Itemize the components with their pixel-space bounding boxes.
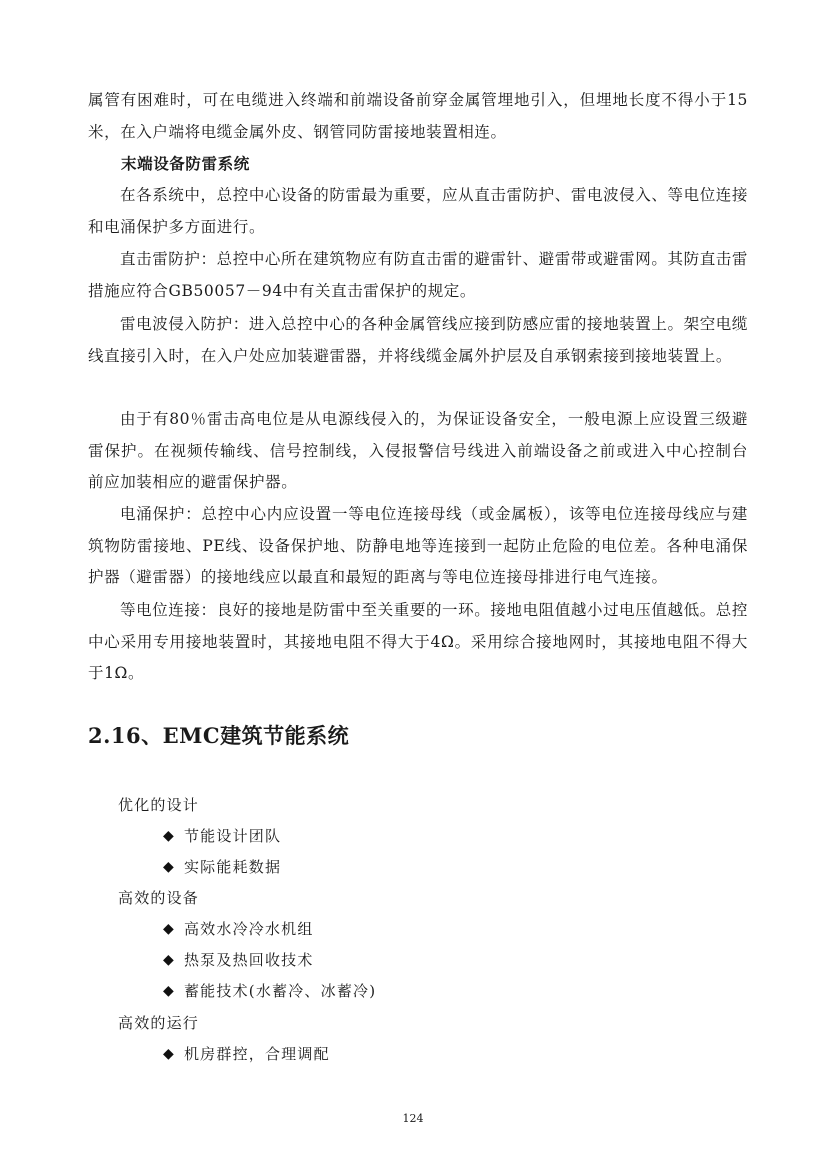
list-item	[163, 949, 314, 970]
list-item-label: 节能设计团队	[183, 827, 282, 845]
diamond-bullet-icon: ◆	[163, 951, 175, 968]
list-item-label: 蓄能技术(水蓄冷、冰蓄冷)	[183, 982, 377, 1000]
paragraph-power-protection: 由于有80％雷击高电位是从电源线侵入的，为保证设备安全，一般电源上应设置三级避雷保护。在视频传输线、信号控制线，入侵报警信号线进入前端设备之前或进入中心控制台前应加装相应的避雷保护器。	[88, 410, 748, 491]
diamond-bullet-icon: ◆	[163, 982, 175, 999]
list-item	[163, 980, 376, 1001]
paragraph-equipotential: 等电位连接：良好的接地是防雷中至关重要的一环。接地电阻值越小过电压值越低。总控中心采用专用接地装置时，其接地电阻不得大于4Ω。采用综合接地网时，其接地电阻不得大于1Ω。	[88, 601, 748, 682]
group-label-design: 优化的设计	[118, 796, 200, 814]
diamond-bullet-icon: ◆	[163, 1045, 175, 1062]
list-item-label: 实际能耗数据	[183, 858, 282, 876]
section-heading: 2.16、EMC建筑节能系统	[88, 723, 350, 748]
list-item-label: 高效水冷冷水机组	[183, 920, 314, 938]
list-item-label: 机房群控，合理调配	[183, 1045, 330, 1063]
paragraph-direct-strike: 直击雷防护：总控中心所在建筑物应有防直击雷的避雷针、避雷带或避雷网。其防直击雷措施应符合GB50057－94中有关直击雷保护的规定。	[88, 250, 748, 300]
diamond-bullet-icon: ◆	[163, 827, 175, 844]
list-item	[163, 1043, 330, 1064]
list-item	[163, 918, 314, 939]
group-label-operation: 高效的运行	[118, 1014, 200, 1032]
diamond-bullet-icon: ◆	[163, 858, 175, 875]
group-label-equipment: 高效的设备	[118, 889, 200, 907]
subheading-terminal-lightning: 末端设备防雷系统	[121, 154, 250, 173]
list-item-label: 热泵及热回收技术	[183, 951, 314, 969]
paragraph-overview: 在各系统中，总控中心设备的防雷最为重要，应从直击雷防护、雷电波侵入、等电位连接和电涌保护多方面进行。	[88, 186, 748, 236]
paragraph-surge-protection: 电涌保护：总控中心内应设置一等电位连接母线（或金属板），该等电位连接母线应与建筑物防雷接地、PE线、设备保护地、防静电地等连接到一起防止危险的电位差。各种电涌保护器（避雷器）的接地线应以最直和最短的距离与等电位连接母排进行电气连接。	[88, 505, 748, 586]
paragraph-cable-entry: 属管有困难时，可在电缆进入终端和前端设备前穿金属管埋地引入，但埋地长度不得小于15米，在入户端将电缆金属外皮、钢管同防雷接地装置相连。	[88, 91, 748, 141]
diamond-bullet-icon: ◆	[163, 920, 175, 937]
page-number: 124	[402, 1112, 424, 1125]
list-item	[163, 856, 281, 877]
list-item	[163, 825, 281, 846]
paragraph-wave-intrusion: 雷电波侵入防护：进入总控中心的各种金属管线应接到防感应雷的接地装置上。架空电缆线直接引入时，在入户处应加装避雷器，并将线缆金属外护层及自承钢索接到接地装置上。	[88, 315, 748, 365]
